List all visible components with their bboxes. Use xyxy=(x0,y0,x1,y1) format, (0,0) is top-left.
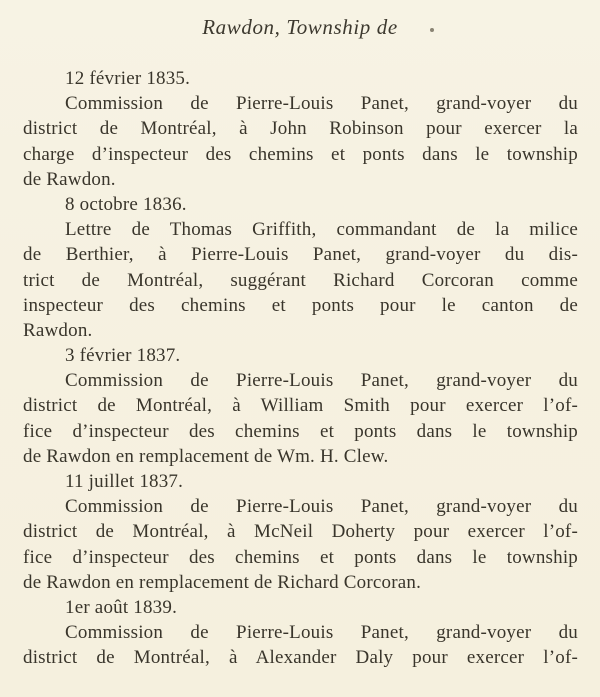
date-line: 11 juillet 1837. xyxy=(65,471,184,492)
paragraph-line: de Rawdon. xyxy=(23,168,116,190)
paragraph-line: fice d’inspecteur des chemins et ponts dans le township xyxy=(23,420,578,442)
paragraph-line: trict de Montréal, suggérant Richard Corcoran comme xyxy=(23,269,578,291)
paragraph-line: de Rawdon en remplacement de Richard Corcoran. xyxy=(23,571,422,593)
date-line: 1er août 1839. xyxy=(65,596,178,618)
paragraph-line: Commission de Pierre-Louis Panet, grand-voyer du xyxy=(65,370,578,392)
paragraph-line: Rawdon. xyxy=(23,319,93,341)
paragraph-line: district de Montréal, à Alexander Daly pour exercer l’of- xyxy=(23,647,578,669)
paragraph-line: district de Montréal, à McNeil Doherty pour exercer l’of- xyxy=(23,521,578,543)
page-title: Rawdon, Township de xyxy=(202,15,398,39)
date-line: 8 octobre 1836. xyxy=(65,193,187,215)
paragraph-line: Commission de Pierre-Louis Panet, grand-voyer du xyxy=(65,622,578,644)
date-line: 3 février 1837. xyxy=(65,345,181,367)
page-header xyxy=(0,15,600,39)
ink-dot xyxy=(430,28,434,32)
paragraph-line: de Berthier, à Pierre-Louis Panet, grand-voyer du dis- xyxy=(23,244,578,266)
paragraph-line: Lettre de Thomas Griffith, commandant de la milice xyxy=(65,219,578,241)
paragraph-line: fice d’inspecteur des chemins et ponts dans le township xyxy=(23,546,578,568)
paragraph-line: charge d’inspecteur des chemins et ponts dans le township xyxy=(23,143,578,165)
date-line: 12 février 1835. xyxy=(65,68,191,89)
paragraph-line: district de Montréal, à William Smith pour exercer l’of- xyxy=(23,395,578,417)
paragraph-line: inspecteur des chemins et ponts pour le canton de xyxy=(23,294,578,316)
paragraph-line: Commission de Pierre-Louis Panet, grand-voyer du xyxy=(65,93,578,115)
paragraph-line: district de Montréal, à John Robinson pour exercer la xyxy=(23,118,578,140)
document-body xyxy=(23,66,578,671)
paragraph-line: de Rawdon en remplacement de Wm. H. Clew. xyxy=(23,445,389,467)
paragraph-line: Commission de Pierre-Louis Panet, grand-voyer du xyxy=(65,496,578,518)
